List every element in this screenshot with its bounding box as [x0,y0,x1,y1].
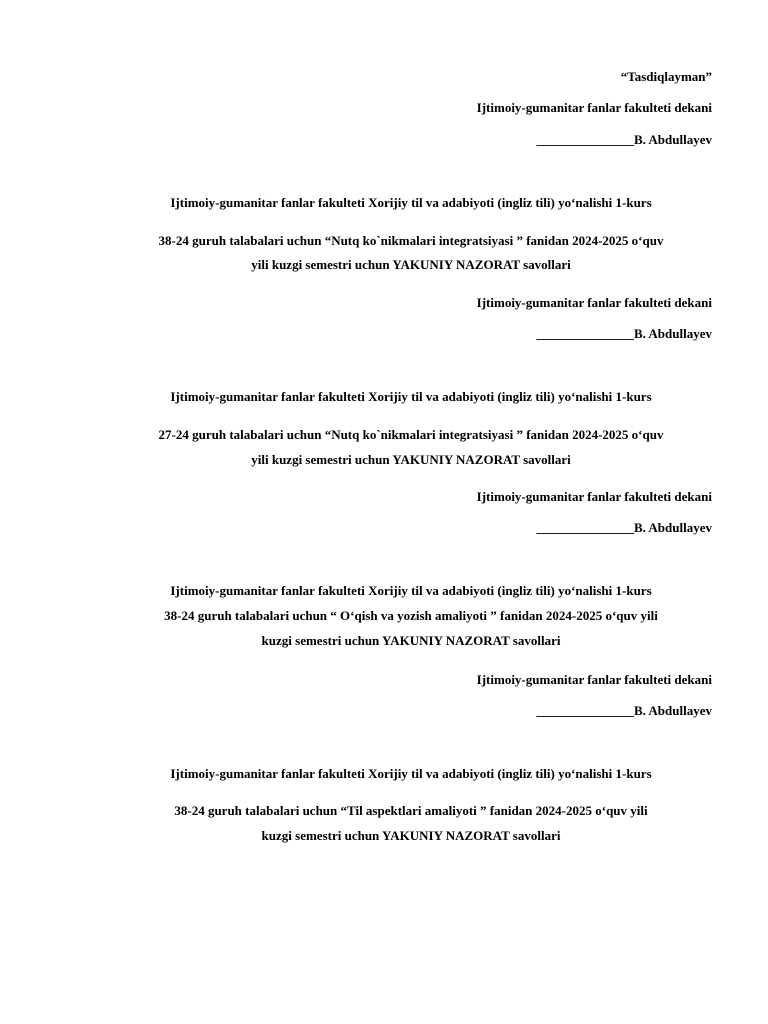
section-heading: Ijtimoiy-gumanitar fanlar fakulteti Xorijiy til va adabiyoti (ingliz tili) yo‘nalishi 1-kurs [170,389,652,404]
section-subject-line-2: yili kuzgi semestri uchun YAKUNIY NAZORAT savollari [251,257,571,272]
section-subject-line-1: 27-24 guruh talabalari uchun “Nutq ko`nikmalari integratsiyasi ” fanidan 2024-2025 o‘quv [158,427,664,442]
section-dean-title: Ijtimoiy-gumanitar fanlar fakulteti dekani [476,489,712,504]
section-subject-line-1: 38-24 guruh talabalari uchun “Til aspektlari amaliyoti ” fanidan 2024-2025 o‘quv yili [174,803,648,818]
section-dean-signature: _______________B. Abdullayev [536,703,712,718]
section-subject-line-2: yili kuzgi semestri uchun YAKUNIY NAZORAT savollari [251,452,571,467]
dean-title: Ijtimoiy-gumanitar fanlar fakulteti dekani [476,100,712,115]
section-dean-title: Ijtimoiy-gumanitar fanlar fakulteti dekani [476,295,712,310]
approval-title: “Tasdiqlayman” [620,69,712,84]
section-subject-line-2: kuzgi semestri uchun YAKUNIY NAZORAT savollari [261,633,561,648]
section-dean-signature: _______________B. Abdullayev [536,520,712,535]
section-subject-line-1: 38-24 guruh talabalari uchun “Nutq ko`nikmalari integratsiyasi ” fanidan 2024-2025 o‘quv [158,233,664,248]
section-heading: Ijtimoiy-gumanitar fanlar fakulteti Xorijiy til va adabiyoti (ingliz tili) yo‘nalishi 1-kurs [170,195,652,210]
section-subject-line-2: kuzgi semestri uchun YAKUNIY NAZORAT savollari [261,828,561,843]
dean-signature: _______________B. Abdullayev [536,132,712,147]
section-subject-line-1: 38-24 guruh talabalari uchun “ O‘qish va yozish amaliyoti ” fanidan 2024-2025 o‘quv yili [164,608,658,623]
section-dean-title: Ijtimoiy-gumanitar fanlar fakulteti dekani [476,672,712,687]
section-heading: Ijtimoiy-gumanitar fanlar fakulteti Xorijiy til va adabiyoti (ingliz tili) yo‘nalishi 1-kurs [170,583,652,598]
section-dean-signature: _______________B. Abdullayev [536,326,712,341]
section-heading: Ijtimoiy-gumanitar fanlar fakulteti Xorijiy til va adabiyoti (ingliz tili) yo‘nalishi 1-kurs [170,766,652,781]
